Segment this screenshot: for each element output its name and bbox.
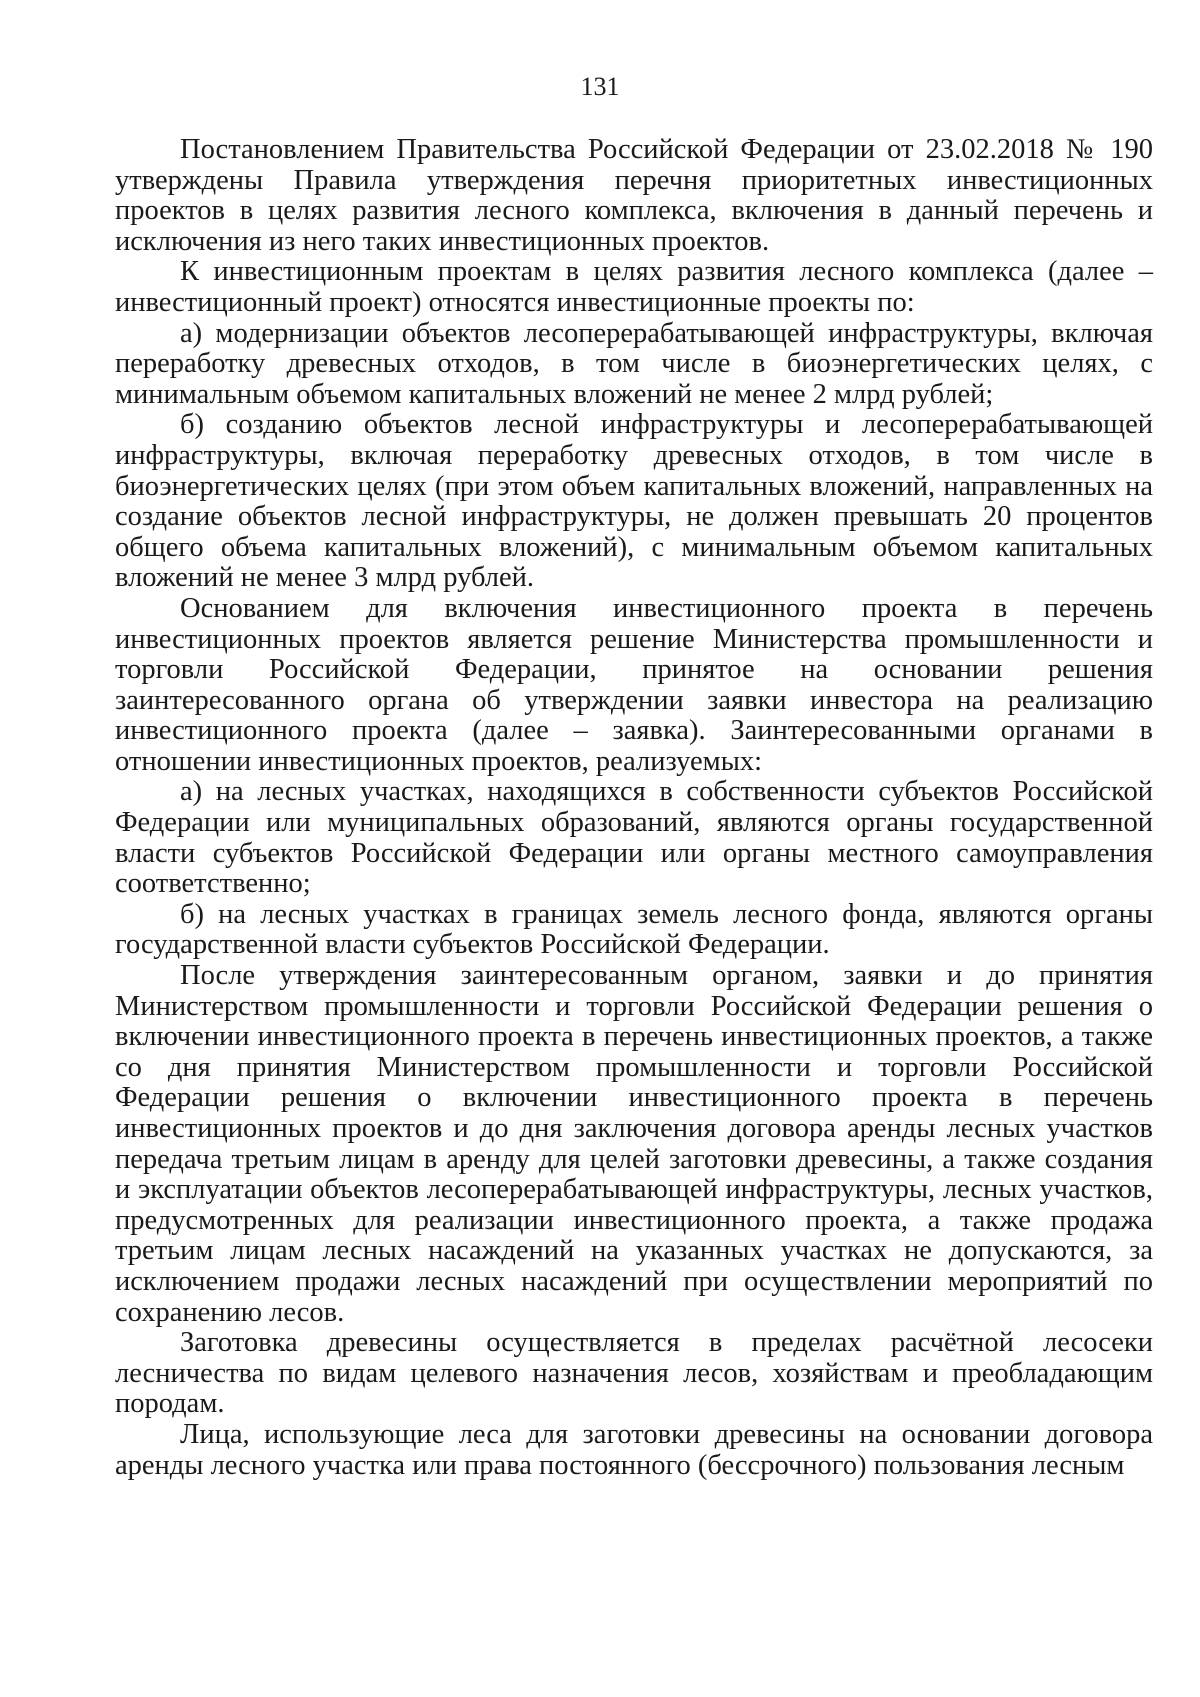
paragraph-transfer-restrictions: После утверждения заинтересованным органом, заявки и до принятия Министерством промышленности и торговли Российской Федерации решения о включении инвестиционного проекта в перечень инвестиционных проектов, а также со дня принятия Министерством промышленности и торговли Российской Федерации решения о включении инвестиционного проекта в перечень инвестиционных проектов и до дня заключения договора аренды лесных участков передача третьим лицам в аренду для целей заготовки древесины, а также создания и эксплуатации объектов лесоперерабатывающей инфраструктуры, лесных участков, предусмотренных для реализации инвестиционного проекта, а также продажа третьим лицам лесных насаждений на указанных участках не допускаются, за исключением продажи лесных насаждений при осуществлении мероприятий по сохранению лесов. <box>115 960 1153 1328</box>
paragraph-forest-users: Лица, использующие леса для заготовки древесины на основании договора аренды лесного участка или права постоянного (бессрочного) пользования лесным <box>115 1418 1153 1481</box>
paragraph-item-b-forest-fund: б) на лесных участках в границах земель лесного фонда, являются органы государственной власти субъектов Российской Федерации. <box>115 898 1153 961</box>
paragraph-harvesting-limits: Заготовка древесины осуществляется в пределах расчётной лесосеки лесничества по видам целевого назначения лесов, хозяйствам и преобладающим породам. <box>115 1327 1153 1420</box>
paragraph-inclusion-basis: Основанием для включения инвестиционного проекта в перечень инвестиционных проектов является решение Министерства промышленности и торговли Российской Федерации, принятое на основании решения заинтересованного органа об утверждении заявки инвестора на реализацию инвестиционного проекта (далее – заявка). Заинтересованными органами в отношении инвестиционных проектов, реализуемых: <box>115 592 1153 777</box>
paragraph-decree-reference: Постановлением Правительства Российской Федерации от 23.02.2018 № 190 утверждены Правила утверждения перечня приоритетных инвестиционных проектов в целях развития лесного комплекса, включения в данный перечень и исключения из него таких инвестиционных проектов. <box>115 134 1153 257</box>
paragraph-item-b-creation: б) созданию объектов лесной инфраструктуры и лесоперерабатывающей инфраструктуры, включая переработку древесных отходов, в том числе в биоэнергетических целях (при этом объем капитальных вложений, направленных на создание объектов лесной инфраструктуры, не должен превышать 20 процентов общего объема капитальных вложений), с минимальным объемом капитальных вложений не менее 3 млрд рублей. <box>115 409 1153 594</box>
paragraph-project-definition: К инвестиционным проектам в целях развития лесного комплекса (далее – инвестиционный проект) относятся инвестиционные проекты по: <box>115 256 1153 318</box>
page-number: 131 <box>580 72 620 101</box>
document-body <box>115 135 1153 1481</box>
paragraph-item-a-modernization: а) модернизации объектов лесоперерабатывающей инфраструктуры, включая переработку древесных отходов, в том числе в биоэнергетических целях, с минимальным объемом капитальных вложений не менее 2 млрд рублей; <box>115 317 1153 410</box>
paragraph-item-a-ownership: а) на лесных участках, находящихся в собственности субъектов Российской Федерации или муниципальных образований, являются органы государственной власти субъектов Российской Федерации или органы местного самоуправления соответственно; <box>115 776 1153 900</box>
